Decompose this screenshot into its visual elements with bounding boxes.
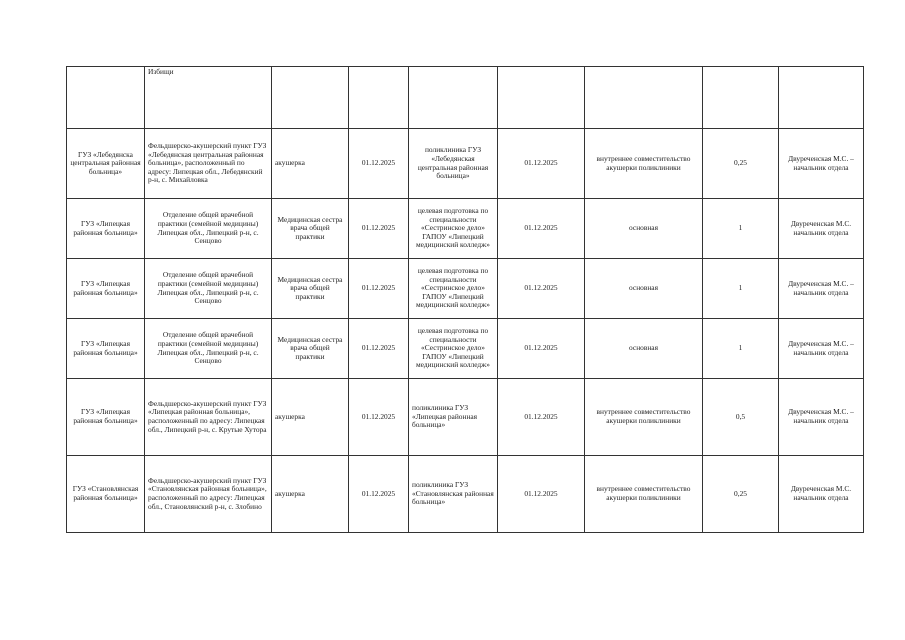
cell-type (585, 67, 703, 129)
cell-rate: 1 (703, 319, 779, 379)
cell-rate: 1 (703, 259, 779, 319)
cell-date1: 01.12.2025 (349, 259, 409, 319)
cell-rate: 0,25 (703, 456, 779, 533)
cell-org: ГУЗ «Становлянская районная больница» (67, 456, 145, 533)
cell-org: ГУЗ «Лебедянска центральная районная больница» (67, 129, 145, 199)
table-row (67, 259, 864, 319)
cell-org: ГУЗ «Липецкая районная больница» (67, 319, 145, 379)
cell-source (409, 67, 498, 129)
cell-rate: 0,25 (703, 129, 779, 199)
cell-date1: 01.12.2025 (349, 319, 409, 379)
cell-place: Отделение общей врачебной практики (семейной медицины) Липецкая обл., Липецкий р-н, с. Сенцово (145, 199, 272, 259)
cell-org (67, 67, 145, 129)
cell-place: Фельдшерско-акушерский пункт ГУЗ «Становлянская районная больница», расположенный по адресу: Липецкая обл., Становлянский р-н, с. Злобино (145, 456, 272, 533)
cell-position: Медицинская сестра врача общей практики (272, 259, 349, 319)
cell-date2 (498, 67, 585, 129)
cell-type: внутреннее совместительство акушерки поликлиники (585, 129, 703, 199)
cell-source: поликлиника ГУЗ «Лебедянская центральная районная больница» (409, 129, 498, 199)
cell-type: внутреннее совместительство акушерки поликлиники (585, 379, 703, 456)
cell-date2: 01.12.2025 (498, 199, 585, 259)
cell-date1: 01.12.2025 (349, 456, 409, 533)
cell-responsible: Двуреченская М.С. – начальник отдела (779, 129, 864, 199)
cell-source: целевая подготовка по специальности «Сестринское дело» ГАПОУ «Липецкий медицинский колледж» (409, 259, 498, 319)
cell-type: основная (585, 259, 703, 319)
cell-place: Фельдшерско-акушерский пункт ГУЗ «Липецкая районная больница», расположенный по адресу: Липецкая обл., Липецкий р-н, с. Крутые Хутора (145, 379, 272, 456)
cell-place: Отделение общей врачебной практики (семейной медицины) Липецкая обл., Липецкий р-н, с. Сенцово (145, 259, 272, 319)
table-row (67, 456, 864, 533)
cell-responsible: Двуреченская М.С. начальник отдела (779, 456, 864, 533)
cell-responsible: Двуреченская М.С. – начальник отдела (779, 379, 864, 456)
cell-rate: 1 (703, 199, 779, 259)
cell-type: внутреннее совместительство акушерки поликлиники (585, 456, 703, 533)
cell-org: ГУЗ «Липецкая районная больница» (67, 199, 145, 259)
cell-date1: 01.12.2025 (349, 199, 409, 259)
document-table (66, 66, 864, 533)
cell-rate: 0,5 (703, 379, 779, 456)
table-row (67, 319, 864, 379)
cell-responsible: Двуреченская М.С. – начальник отдела (779, 319, 864, 379)
cell-position: Медицинская сестра врача общей практики (272, 199, 349, 259)
cell-rate (703, 67, 779, 129)
cell-place: Избищи (145, 67, 272, 129)
table-row (67, 129, 864, 199)
cell-date2: 01.12.2025 (498, 129, 585, 199)
cell-date1 (349, 67, 409, 129)
cell-type: основная (585, 199, 703, 259)
table-row (67, 199, 864, 259)
cell-position: акушерка (272, 456, 349, 533)
cell-source: поликлиника ГУЗ «Липецкая районная больница» (409, 379, 498, 456)
cell-position: акушерка (272, 379, 349, 456)
cell-org: ГУЗ «Липецкая районная больница» (67, 259, 145, 319)
cell-responsible: Двуреченская М.С. – начальник отдела (779, 259, 864, 319)
cell-source: поликлиника ГУЗ «Становлянская районная больница» (409, 456, 498, 533)
cell-responsible: Двуреченская М.С. начальник отдела (779, 199, 864, 259)
table-row (67, 67, 864, 129)
cell-date2: 01.12.2025 (498, 319, 585, 379)
cell-org: ГУЗ «Липецкая районная больница» (67, 379, 145, 456)
cell-position (272, 67, 349, 129)
cell-place: Отделение общей врачебной практики (семейной медицины) Липецкая обл., Липецкий р-н, с. Сенцово (145, 319, 272, 379)
cell-date2: 01.12.2025 (498, 379, 585, 456)
cell-date2: 01.12.2025 (498, 456, 585, 533)
cell-type: основная (585, 319, 703, 379)
table-row (67, 379, 864, 456)
cell-position: акушерка (272, 129, 349, 199)
cell-date2: 01.12.2025 (498, 259, 585, 319)
cell-date1: 01.12.2025 (349, 379, 409, 456)
cell-source: целевая подготовка по специальности «Сестринское дело» ГАПОУ «Липецкий медицинский колледж» (409, 199, 498, 259)
cell-responsible (779, 67, 864, 129)
cell-source: целевая подготовка по специальности «Сестринское дело» ГАПОУ «Липецкий медицинский колледж» (409, 319, 498, 379)
cell-date1: 01.12.2025 (349, 129, 409, 199)
cell-place: Фельдшерско-акушерский пункт ГУЗ «Лебедянская центральная районная больница», расположенный по адресу: Липецкая обл., Лебедянский р-н, с. Михайловка (145, 129, 272, 199)
cell-position: Медицинская сестра врача общей практики (272, 319, 349, 379)
